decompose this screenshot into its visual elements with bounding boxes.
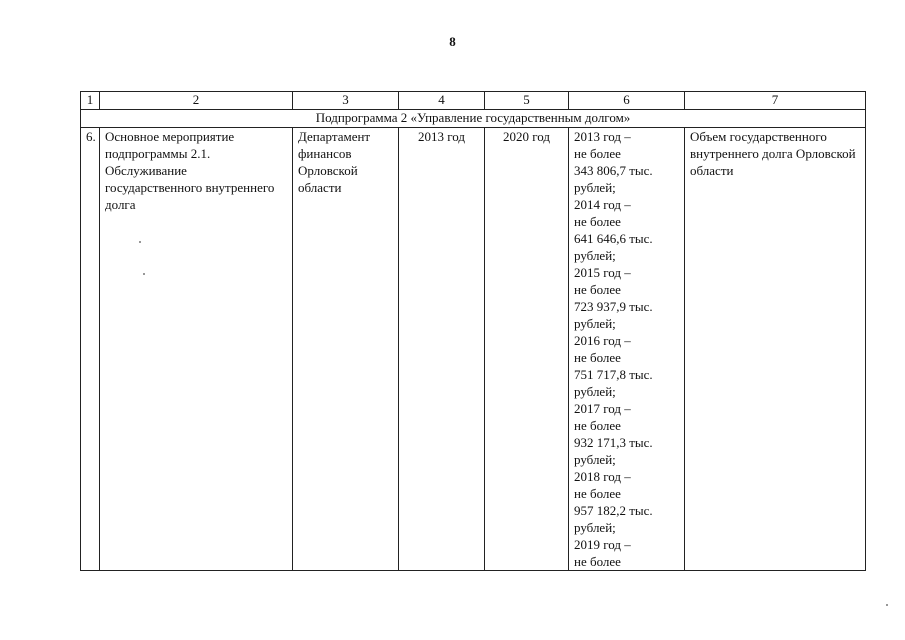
- header-row: [81, 92, 866, 110]
- subprogram-title: Подпрограмма 2 «Управление государственным долгом»: [81, 110, 866, 128]
- program-table: [80, 91, 866, 571]
- executor-cell: Департамент финансов Орловской области: [293, 128, 399, 571]
- start-year-cell: 2013 год: [399, 128, 485, 571]
- header-col-6: 6: [569, 92, 685, 110]
- table-row: [81, 128, 866, 571]
- header-col-3: 3: [293, 92, 399, 110]
- header-col-4: 4: [399, 92, 485, 110]
- page-number: 8: [449, 34, 456, 49]
- scan-speck: [139, 241, 141, 243]
- scan-speck: [886, 604, 888, 606]
- row-number: 6.: [81, 128, 100, 571]
- header-col-5: 5: [485, 92, 569, 110]
- scan-speck: [143, 273, 145, 275]
- subprogram-row: [81, 110, 866, 128]
- activity-cell: Основное мероприятие подпрограммы 2.1. Обслуживание государственного внутреннего долга: [100, 128, 293, 571]
- limits-cell: 2013 год – не более 343 806,7 тыс. рублей; 2014 год – не более 641 646,6 тыс. рублей; 2015 год – не более 723 937,9 тыс. рублей; 2016 год – не более 751 717,8 тыс. рублей; 2017 год – не более 932 171,3 тыс. рублей; 2018 год – не более 957 182,2 тыс. рублей; 2019 год – не более: [569, 128, 685, 571]
- header-col-1: 1: [81, 92, 100, 110]
- indicator-cell: Объем государственного внутреннего долга Орловской области: [685, 128, 866, 571]
- header-col-7: 7: [685, 92, 866, 110]
- end-year-cell: 2020 год: [485, 128, 569, 571]
- header-col-2: 2: [100, 92, 293, 110]
